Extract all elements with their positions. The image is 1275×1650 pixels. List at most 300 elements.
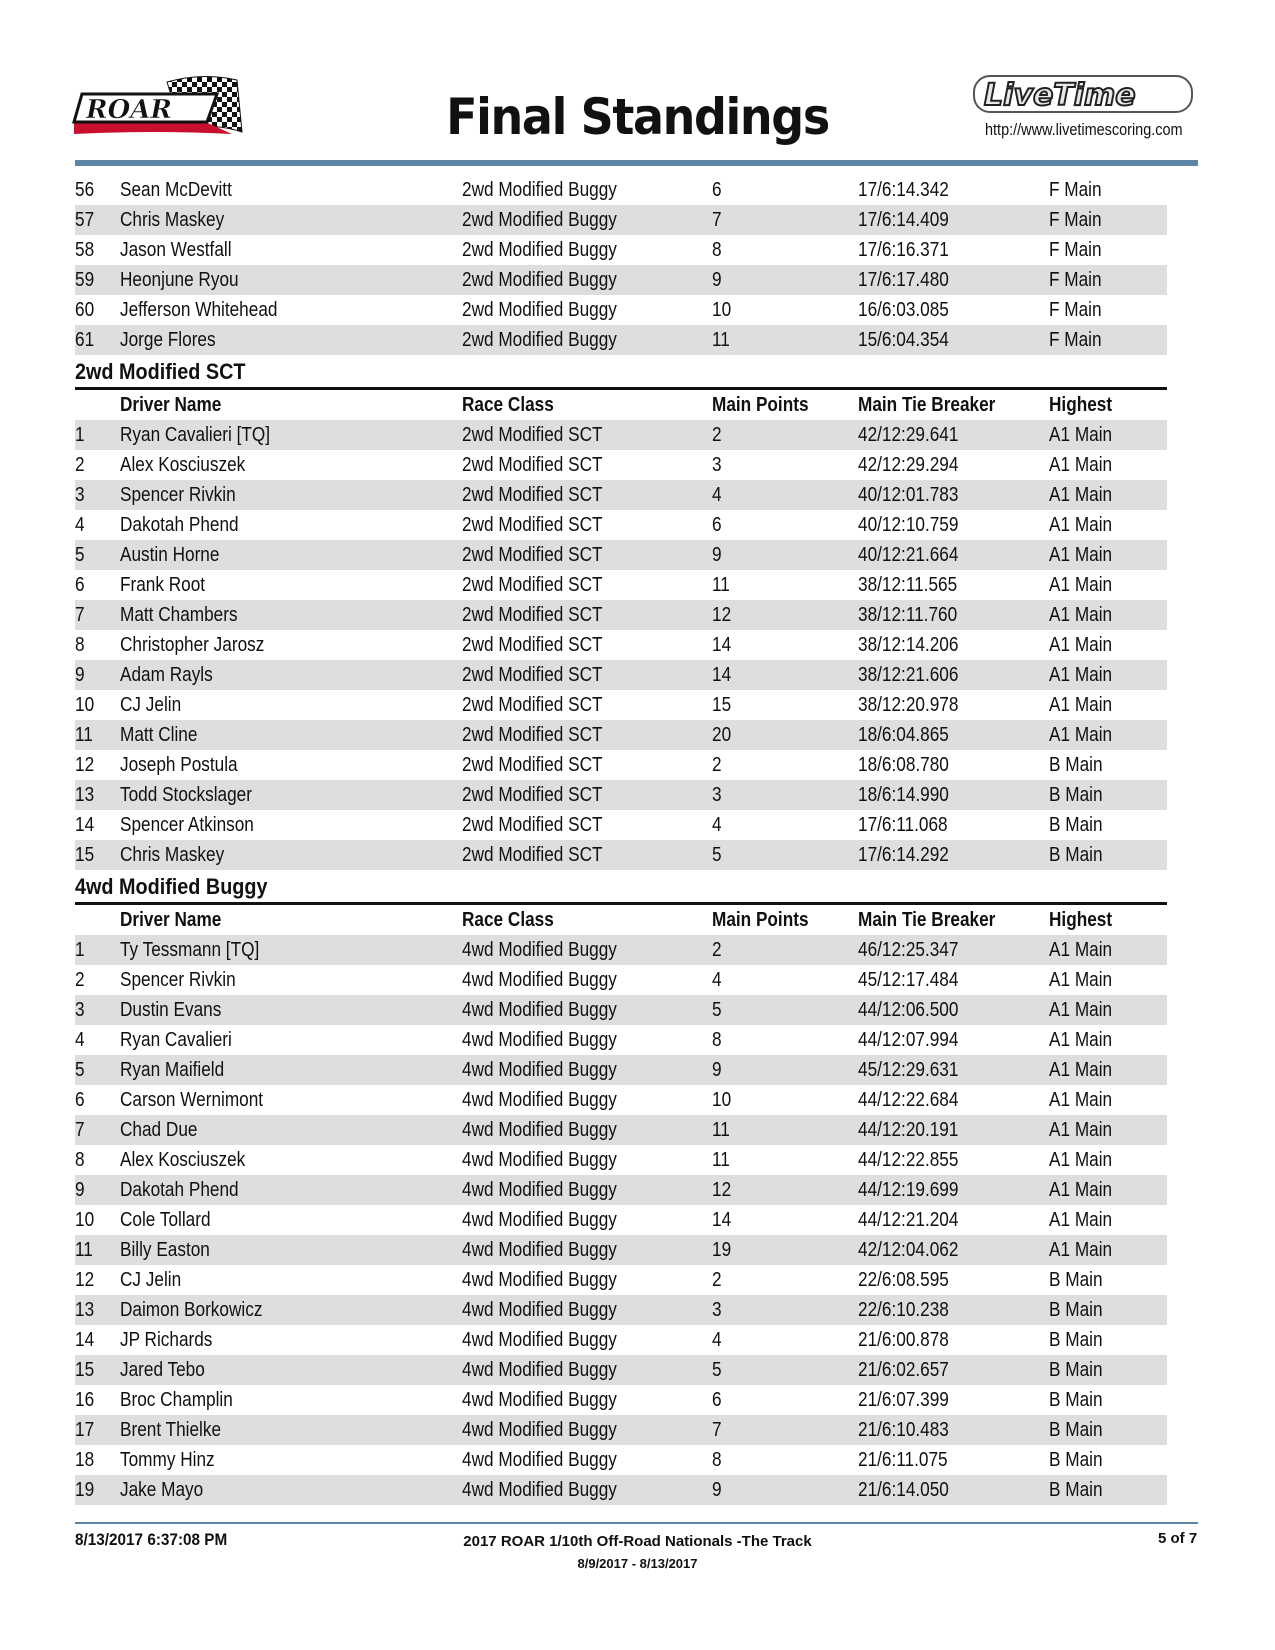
driver-name-cell: Matt Chambers xyxy=(120,603,238,626)
table-row xyxy=(75,1025,1167,1055)
table-row xyxy=(75,750,1167,780)
main-points-cell: 9 xyxy=(712,268,722,291)
driver-name-cell: Spencer Atkinson xyxy=(120,813,254,836)
position-cell: 12 xyxy=(75,753,95,776)
tie-breaker-cell: 18/6:14.990 xyxy=(858,783,949,806)
driver-name-cell: Chris Maskey xyxy=(120,208,225,231)
header-highest: Highest xyxy=(1049,393,1113,416)
highest-main-cell: B Main xyxy=(1049,753,1103,776)
tie-breaker-cell: 17/6:14.292 xyxy=(858,843,949,866)
race-class-cell: 4wd Modified Buggy xyxy=(462,1058,617,1081)
tie-breaker-cell: 44/12:22.684 xyxy=(858,1088,959,1111)
header-divider xyxy=(75,160,1198,166)
race-class-cell: 2wd Modified SCT xyxy=(462,813,603,836)
position-cell: 5 xyxy=(75,1058,85,1081)
race-class-cell: 4wd Modified Buggy xyxy=(462,1268,617,1291)
tie-breaker-cell: 16/6:03.085 xyxy=(858,298,949,321)
main-points-cell: 11 xyxy=(712,573,730,596)
position-cell: 11 xyxy=(75,723,93,746)
footer-divider xyxy=(75,1522,1198,1524)
position-cell: 2 xyxy=(75,453,85,476)
driver-name-cell: Chris Maskey xyxy=(120,843,225,866)
position-cell: 4 xyxy=(75,513,85,536)
highest-main-cell: A1 Main xyxy=(1049,1178,1113,1201)
main-points-cell: 3 xyxy=(712,453,722,476)
table-row xyxy=(75,205,1167,235)
driver-name-cell: Ryan Maifield xyxy=(120,1058,225,1081)
tie-breaker-cell: 17/6:11.068 xyxy=(858,813,948,836)
highest-main-cell: F Main xyxy=(1049,298,1102,321)
main-points-cell: 14 xyxy=(712,663,732,686)
table-row xyxy=(75,600,1167,630)
highest-main-cell: B Main xyxy=(1049,783,1103,806)
driver-name-cell: Ty Tessmann [TQ] xyxy=(120,938,260,961)
table-row xyxy=(75,295,1167,325)
highest-main-cell: A1 Main xyxy=(1049,998,1113,1021)
race-class-cell: 2wd Modified SCT xyxy=(462,723,603,746)
driver-name-cell: Chad Due xyxy=(120,1118,198,1141)
header-race-class: Race Class xyxy=(462,908,554,931)
driver-name-cell: Adam Rayls xyxy=(120,663,213,686)
position-cell: 13 xyxy=(75,1298,95,1321)
race-class-cell: 4wd Modified Buggy xyxy=(462,1208,617,1231)
position-cell: 7 xyxy=(75,1118,85,1141)
position-cell: 8 xyxy=(75,633,85,656)
table-row xyxy=(75,995,1167,1025)
header-driver-name: Driver Name xyxy=(120,908,222,931)
driver-name-cell: Daimon Borkowicz xyxy=(120,1298,263,1321)
table-row xyxy=(75,840,1167,870)
race-class-cell: 2wd Modified SCT xyxy=(462,633,603,656)
highest-main-cell: A1 Main xyxy=(1049,693,1113,716)
table-row xyxy=(75,965,1167,995)
table-row xyxy=(75,630,1167,660)
highest-main-cell: A1 Main xyxy=(1049,1148,1113,1171)
tie-breaker-cell: 17/6:16.371 xyxy=(858,238,949,261)
tie-breaker-cell: 21/6:00.878 xyxy=(858,1328,949,1351)
main-points-cell: 5 xyxy=(712,1358,722,1381)
driver-name-cell: Frank Root xyxy=(120,573,206,596)
main-points-cell: 4 xyxy=(712,1328,722,1351)
main-points-cell: 2 xyxy=(712,938,722,961)
main-points-cell: 3 xyxy=(712,783,722,806)
driver-name-cell: Dustin Evans xyxy=(120,998,222,1021)
driver-name-cell: Tommy Hinz xyxy=(120,1448,215,1471)
race-class-cell: 4wd Modified Buggy xyxy=(462,1388,617,1411)
main-points-cell: 10 xyxy=(712,298,732,321)
race-class-cell: 2wd Modified SCT xyxy=(462,453,603,476)
tie-breaker-cell: 44/12:20.191 xyxy=(858,1118,959,1141)
driver-name-cell: Ryan Cavalieri [TQ] xyxy=(120,423,271,446)
table-row xyxy=(75,720,1167,750)
header-main-points: Main Points xyxy=(712,908,809,931)
highest-main-cell: A1 Main xyxy=(1049,1088,1113,1111)
race-class-cell: 4wd Modified Buggy xyxy=(462,1478,617,1501)
position-cell: 56 xyxy=(75,178,95,201)
position-cell: 15 xyxy=(75,843,95,866)
table-row xyxy=(75,1235,1167,1265)
table-row xyxy=(75,175,1167,205)
main-points-cell: 8 xyxy=(712,238,722,261)
tie-breaker-cell: 44/12:19.699 xyxy=(858,1178,959,1201)
race-class-cell: 2wd Modified SCT xyxy=(462,603,603,626)
race-class-cell: 2wd Modified SCT xyxy=(462,423,603,446)
table-row xyxy=(75,450,1167,480)
table-row xyxy=(75,540,1167,570)
main-points-cell: 2 xyxy=(712,753,722,776)
printed-timestamp: 8/13/2017 6:37:08 PM xyxy=(75,1530,228,1549)
position-cell: 1 xyxy=(75,423,85,446)
table-row xyxy=(75,690,1167,720)
main-points-cell: 11 xyxy=(712,328,730,351)
header-tie-breaker: Main Tie Breaker xyxy=(858,393,996,416)
main-points-cell: 8 xyxy=(712,1028,722,1051)
table-row xyxy=(75,1355,1167,1385)
position-cell: 2 xyxy=(75,968,85,991)
race-class-cell: 2wd Modified Buggy xyxy=(462,178,617,201)
race-class-cell: 2wd Modified Buggy xyxy=(462,298,617,321)
highest-main-cell: A1 Main xyxy=(1049,1208,1113,1231)
tie-breaker-cell: 21/6:02.657 xyxy=(858,1358,949,1381)
main-points-cell: 6 xyxy=(712,513,722,536)
main-points-cell: 10 xyxy=(712,1088,732,1111)
table-row xyxy=(75,235,1167,265)
tie-breaker-cell: 42/12:29.294 xyxy=(858,453,959,476)
driver-name-cell: Alex Kosciuszek xyxy=(120,1148,246,1171)
tie-breaker-cell: 38/12:11.565 xyxy=(858,573,958,596)
tie-breaker-cell: 18/6:04.865 xyxy=(858,723,949,746)
driver-name-cell: Dakotah Phend xyxy=(120,1178,239,1201)
livetime-url: http://www.livetimescoring.com xyxy=(985,120,1183,139)
position-cell: 61 xyxy=(75,328,95,351)
driver-name-cell: Sean McDevitt xyxy=(120,178,232,201)
driver-name-cell: Cole Tollard xyxy=(120,1208,211,1231)
highest-main-cell: F Main xyxy=(1049,238,1102,261)
position-cell: 3 xyxy=(75,998,85,1021)
tie-breaker-cell: 40/12:10.759 xyxy=(858,513,959,536)
position-cell: 60 xyxy=(75,298,95,321)
position-cell: 17 xyxy=(75,1418,95,1441)
highest-main-cell: B Main xyxy=(1049,1358,1103,1381)
race-class-cell: 2wd Modified SCT xyxy=(462,663,603,686)
race-class-cell: 2wd Modified Buggy xyxy=(462,238,617,261)
page-title: Final Standings xyxy=(446,88,829,146)
highest-main-cell: A1 Main xyxy=(1049,1238,1113,1261)
header-tie-breaker: Main Tie Breaker xyxy=(858,908,996,931)
main-points-cell: 12 xyxy=(712,603,732,626)
race-class-cell: 2wd Modified SCT xyxy=(462,543,603,566)
tie-breaker-cell: 21/6:10.483 xyxy=(858,1418,949,1441)
highest-main-cell: A1 Main xyxy=(1049,1028,1113,1051)
table-row xyxy=(75,1085,1167,1115)
main-points-cell: 6 xyxy=(712,178,722,201)
highest-main-cell: B Main xyxy=(1049,1448,1103,1471)
header-driver-name: Driver Name xyxy=(120,393,222,416)
position-cell: 59 xyxy=(75,268,95,291)
position-cell: 14 xyxy=(75,1328,95,1351)
highest-main-cell: F Main xyxy=(1049,208,1102,231)
main-points-cell: 11 xyxy=(712,1118,730,1141)
highest-main-cell: A1 Main xyxy=(1049,483,1113,506)
tie-breaker-cell: 38/12:11.760 xyxy=(858,603,958,626)
position-cell: 8 xyxy=(75,1148,85,1171)
driver-name-cell: Matt Cline xyxy=(120,723,198,746)
table-row xyxy=(75,325,1167,355)
table-row xyxy=(75,935,1167,965)
position-cell: 10 xyxy=(75,1208,95,1231)
table-row xyxy=(75,1265,1167,1295)
position-cell: 14 xyxy=(75,813,95,836)
livetime-logo xyxy=(972,72,1197,116)
column-header-row xyxy=(75,905,1167,935)
position-cell: 18 xyxy=(75,1448,95,1471)
table-row xyxy=(75,1475,1167,1505)
race-class-cell: 4wd Modified Buggy xyxy=(462,938,617,961)
main-points-cell: 14 xyxy=(712,1208,732,1231)
standings-table xyxy=(75,175,1167,1505)
driver-name-cell: Spencer Rivkin xyxy=(120,483,236,506)
tie-breaker-cell: 15/6:04.354 xyxy=(858,328,949,351)
tie-breaker-cell: 38/12:21.606 xyxy=(858,663,959,686)
main-points-cell: 2 xyxy=(712,423,722,446)
driver-name-cell: Alex Kosciuszek xyxy=(120,453,246,476)
tie-breaker-cell: 40/12:21.664 xyxy=(858,543,959,566)
event-dates: 8/9/2017 - 8/13/2017 xyxy=(577,1556,698,1571)
driver-name-cell: Dakotah Phend xyxy=(120,513,239,536)
race-class-cell: 4wd Modified Buggy xyxy=(462,1178,617,1201)
position-cell: 3 xyxy=(75,483,85,506)
position-cell: 12 xyxy=(75,1268,95,1291)
tie-breaker-cell: 38/12:14.206 xyxy=(858,633,959,656)
main-points-cell: 5 xyxy=(712,843,722,866)
table-row xyxy=(75,1115,1167,1145)
tie-breaker-cell: 44/12:07.994 xyxy=(858,1028,959,1051)
highest-main-cell: B Main xyxy=(1049,843,1103,866)
header-main-points: Main Points xyxy=(712,393,809,416)
highest-main-cell: A1 Main xyxy=(1049,938,1113,961)
highest-main-cell: B Main xyxy=(1049,1268,1103,1291)
position-cell: 6 xyxy=(75,573,85,596)
position-cell: 10 xyxy=(75,693,95,716)
highest-main-cell: A1 Main xyxy=(1049,633,1113,656)
race-class-cell: 4wd Modified Buggy xyxy=(462,1298,617,1321)
driver-name-cell: Jason Westfall xyxy=(120,238,232,261)
driver-name-cell: Jake Mayo xyxy=(120,1478,204,1501)
driver-name-cell: Jared Tebo xyxy=(120,1358,205,1381)
main-points-cell: 19 xyxy=(712,1238,732,1261)
table-row xyxy=(75,1445,1167,1475)
race-class-cell: 4wd Modified Buggy xyxy=(462,1238,617,1261)
highest-main-cell: A1 Main xyxy=(1049,1058,1113,1081)
highest-main-cell: A1 Main xyxy=(1049,423,1113,446)
main-points-cell: 8 xyxy=(712,1448,722,1471)
highest-main-cell: A1 Main xyxy=(1049,968,1113,991)
race-class-cell: 4wd Modified Buggy xyxy=(462,1088,617,1111)
position-cell: 19 xyxy=(75,1478,95,1501)
tie-breaker-cell: 45/12:17.484 xyxy=(858,968,959,991)
main-points-cell: 9 xyxy=(712,543,722,566)
table-row xyxy=(75,480,1167,510)
position-cell: 7 xyxy=(75,603,85,626)
page-number: 5 of 7 xyxy=(1158,1530,1198,1547)
race-class-cell: 4wd Modified Buggy xyxy=(462,1328,617,1351)
tie-breaker-cell: 18/6:08.780 xyxy=(858,753,949,776)
highest-main-cell: A1 Main xyxy=(1049,513,1113,536)
tie-breaker-cell: 45/12:29.631 xyxy=(858,1058,959,1081)
highest-main-cell: A1 Main xyxy=(1049,603,1113,626)
race-class-cell: 2wd Modified SCT xyxy=(462,783,603,806)
driver-name-cell: Austin Horne xyxy=(120,543,220,566)
main-points-cell: 4 xyxy=(712,813,722,836)
tie-breaker-cell: 22/6:10.238 xyxy=(858,1298,949,1321)
table-row xyxy=(75,1415,1167,1445)
race-class-cell: 2wd Modified SCT xyxy=(462,843,603,866)
main-points-cell: 2 xyxy=(712,1268,722,1291)
table-row xyxy=(75,810,1167,840)
race-class-cell: 4wd Modified Buggy xyxy=(462,1358,617,1381)
tie-breaker-cell: 17/6:14.409 xyxy=(858,208,949,231)
main-points-cell: 9 xyxy=(712,1058,722,1081)
main-points-cell: 15 xyxy=(712,693,732,716)
race-class-cell: 2wd Modified SCT xyxy=(462,693,603,716)
table-row xyxy=(75,1385,1167,1415)
main-points-cell: 5 xyxy=(712,998,722,1021)
driver-name-cell: Billy Easton xyxy=(120,1238,210,1261)
table-row xyxy=(75,420,1167,450)
driver-name-cell: Jefferson Whitehead xyxy=(120,298,278,321)
race-class-cell: 4wd Modified Buggy xyxy=(462,1148,617,1171)
driver-name-cell: Heonjune Ryou xyxy=(120,268,239,291)
highest-main-cell: F Main xyxy=(1049,268,1102,291)
race-class-cell: 2wd Modified SCT xyxy=(462,573,603,596)
race-class-cell: 4wd Modified Buggy xyxy=(462,1118,617,1141)
header-race-class: Race Class xyxy=(462,393,554,416)
class-section-title xyxy=(75,870,1167,905)
svg-text:LiveTime: LiveTime xyxy=(984,78,1136,113)
event-name: 2017 ROAR 1/10th Off-Road Nationals -The Track xyxy=(463,1533,812,1550)
main-points-cell: 11 xyxy=(712,1148,730,1171)
tie-breaker-cell: 42/12:29.641 xyxy=(858,423,959,446)
table-row xyxy=(75,1145,1167,1175)
driver-name-cell: Jorge Flores xyxy=(120,328,216,351)
svg-text:ROAR: ROAR xyxy=(86,95,173,125)
highest-main-cell: B Main xyxy=(1049,1418,1103,1441)
race-class-cell: 2wd Modified SCT xyxy=(462,483,603,506)
race-class-cell: 2wd Modified Buggy xyxy=(462,208,617,231)
main-points-cell: 14 xyxy=(712,633,732,656)
tie-breaker-cell: 17/6:17.480 xyxy=(858,268,949,291)
highest-main-cell: F Main xyxy=(1049,178,1102,201)
position-cell: 57 xyxy=(75,208,95,231)
table-row xyxy=(75,1325,1167,1355)
header-highest: Highest xyxy=(1049,908,1113,931)
highest-main-cell: B Main xyxy=(1049,1478,1103,1501)
highest-main-cell: A1 Main xyxy=(1049,543,1113,566)
main-points-cell: 7 xyxy=(712,1418,722,1441)
race-class-cell: 2wd Modified Buggy xyxy=(462,328,617,351)
position-cell: 58 xyxy=(75,238,95,261)
main-points-cell: 20 xyxy=(712,723,732,746)
tie-breaker-cell: 38/12:20.978 xyxy=(858,693,959,716)
tie-breaker-cell: 21/6:07.399 xyxy=(858,1388,949,1411)
driver-name-cell: Brent Thielke xyxy=(120,1418,222,1441)
driver-name-cell: Ryan Cavalieri xyxy=(120,1028,232,1051)
driver-name-cell: Spencer Rivkin xyxy=(120,968,236,991)
class-section-title-text: 2wd Modified SCT xyxy=(75,359,246,384)
table-row xyxy=(75,570,1167,600)
tie-breaker-cell: 21/6:14.050 xyxy=(858,1478,949,1501)
position-cell: 1 xyxy=(75,938,85,961)
race-class-cell: 4wd Modified Buggy xyxy=(462,1028,617,1051)
driver-name-cell: Carson Wernimont xyxy=(120,1088,264,1111)
highest-main-cell: B Main xyxy=(1049,1328,1103,1351)
position-cell: 4 xyxy=(75,1028,85,1051)
main-points-cell: 7 xyxy=(712,208,722,231)
highest-main-cell: A1 Main xyxy=(1049,723,1113,746)
highest-main-cell: A1 Main xyxy=(1049,573,1113,596)
highest-main-cell: A1 Main xyxy=(1049,1118,1113,1141)
highest-main-cell: B Main xyxy=(1049,1298,1103,1321)
driver-name-cell: Broc Champlin xyxy=(120,1388,233,1411)
position-cell: 16 xyxy=(75,1388,95,1411)
driver-name-cell: Christopher Jarosz xyxy=(120,633,265,656)
table-row xyxy=(75,1205,1167,1235)
driver-name-cell: Joseph Postula xyxy=(120,753,238,776)
highest-main-cell: A1 Main xyxy=(1049,453,1113,476)
race-class-cell: 4wd Modified Buggy xyxy=(462,1448,617,1471)
position-cell: 11 xyxy=(75,1238,93,1261)
column-header-row xyxy=(75,390,1167,420)
table-row xyxy=(75,510,1167,540)
main-points-cell: 4 xyxy=(712,968,722,991)
tie-breaker-cell: 40/12:01.783 xyxy=(858,483,959,506)
tie-breaker-cell: 22/6:08.595 xyxy=(858,1268,949,1291)
class-section-title xyxy=(75,355,1167,390)
main-points-cell: 12 xyxy=(712,1178,732,1201)
tie-breaker-cell: 17/6:14.342 xyxy=(858,178,949,201)
table-row xyxy=(75,1175,1167,1205)
highest-main-cell: B Main xyxy=(1049,813,1103,836)
position-cell: 6 xyxy=(75,1088,85,1111)
highest-main-cell: F Main xyxy=(1049,328,1102,351)
tie-breaker-cell: 42/12:04.062 xyxy=(858,1238,959,1261)
race-class-cell: 4wd Modified Buggy xyxy=(462,1418,617,1441)
race-class-cell: 4wd Modified Buggy xyxy=(462,998,617,1021)
tie-breaker-cell: 44/12:21.204 xyxy=(858,1208,959,1231)
driver-name-cell: Todd Stockslager xyxy=(120,783,252,806)
table-row xyxy=(75,660,1167,690)
driver-name-cell: CJ Jelin xyxy=(120,693,182,716)
position-cell: 9 xyxy=(75,663,85,686)
driver-name-cell: JP Richards xyxy=(120,1328,213,1351)
highest-main-cell: B Main xyxy=(1049,1388,1103,1411)
highest-main-cell: A1 Main xyxy=(1049,663,1113,686)
main-points-cell: 6 xyxy=(712,1388,722,1411)
race-class-cell: 2wd Modified SCT xyxy=(462,753,603,776)
position-cell: 15 xyxy=(75,1358,95,1381)
table-row xyxy=(75,1055,1167,1085)
tie-breaker-cell: 44/12:06.500 xyxy=(858,998,959,1021)
main-points-cell: 3 xyxy=(712,1298,722,1321)
page-header xyxy=(0,0,1275,170)
table-row xyxy=(75,265,1167,295)
table-row xyxy=(75,780,1167,810)
tie-breaker-cell: 46/12:25.347 xyxy=(858,938,959,961)
race-class-cell: 2wd Modified Buggy xyxy=(462,268,617,291)
class-section-title-text: 4wd Modified Buggy xyxy=(75,874,268,899)
table-row xyxy=(75,1295,1167,1325)
tie-breaker-cell: 44/12:22.855 xyxy=(858,1148,959,1171)
